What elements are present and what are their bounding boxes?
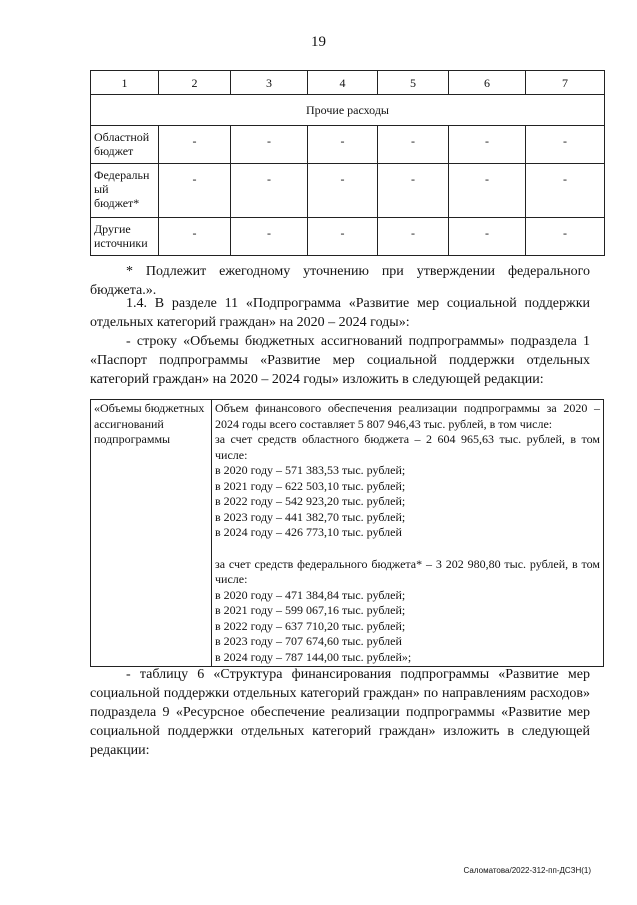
- federal-budget-text: за счет средств федерального бюджета* – 3 202 980,80 тыс. рублей, в том числе:: [215, 556, 600, 586]
- spacer: [215, 541, 600, 557]
- header-cell: 7: [526, 71, 605, 95]
- table-cell: -: [449, 164, 526, 218]
- row-label: Федеральн ый бюджет*: [91, 164, 159, 218]
- paragraph-1: 1.4. В разделе 11 «Подпрограмма «Развитие мер социальной поддержки отдельных категорий граждан» на 2020 – 2024 годы»:: [90, 296, 590, 330]
- regional-year-line: в 2024 году – 426 773,10 тыс. рублей: [215, 525, 402, 539]
- section-title: Прочие расходы: [91, 95, 605, 126]
- row-label: Областной бюджет: [91, 126, 159, 164]
- row-label: Другие источники: [91, 218, 159, 256]
- table-row: [91, 164, 605, 218]
- total-funding-text: Объем финансового обеспечения реализации подпрограммы за 2020 – 2024 годы всего составляет 5 807 946,43 тыс. рублей, в том числе:: [215, 401, 600, 431]
- footer-code: Саломатова/2022-312-пп-ДСЗН(1): [463, 866, 591, 875]
- table-cell: -: [526, 164, 605, 218]
- header-cell: 2: [159, 71, 231, 95]
- table-cell: -: [526, 218, 605, 256]
- table-cell: -: [308, 218, 378, 256]
- allocation-details: [212, 400, 604, 667]
- allocation-label: «Объемы бюджетных ассигнований подпрограммы: [91, 400, 212, 667]
- federal-year-line: в 2020 году – 471 384,84 тыс. рублей;: [215, 587, 406, 602]
- paragraph-3: - таблицу 6 «Структура финансирования подпрограммы «Развитие мер социальной поддержки отдельных категорий граждан» по направлениям расходов» подраздела 9 «Ресурсное обеспечение реализации подпрограммы «Развитие мер социальной поддержки отдельных категорий граждан» изложить в следующей редакции:: [90, 667, 590, 758]
- table-row: [91, 400, 604, 667]
- regional-year-line: в 2021 году – 622 503,10 тыс. рублей;: [215, 478, 406, 493]
- table-cell: -: [526, 126, 605, 164]
- header-cell: 6: [449, 71, 526, 95]
- regional-year-line: в 2023 году – 441 382,70 тыс. рублей;: [215, 509, 406, 524]
- table-header-row: [91, 71, 605, 95]
- regional-budget-text: за счет средств областного бюджета – 2 604 965,63 тыс. рублей, в том числе:: [215, 432, 600, 462]
- table-cell: -: [378, 164, 449, 218]
- federal-year-line: в 2021 году – 599 067,16 тыс. рублей;: [215, 603, 406, 617]
- header-cell: 4: [308, 71, 378, 95]
- page-number: 19: [311, 34, 326, 50]
- table-cell: -: [308, 126, 378, 164]
- table-cell: -: [159, 218, 231, 256]
- table-cell: -: [378, 126, 449, 164]
- federal-year-line: в 2024 году – 787 144,00 тыс. рублей»;: [215, 649, 412, 664]
- table-row: [91, 126, 605, 164]
- regional-year-line: в 2020 году – 571 383,53 тыс. рублей;: [215, 463, 406, 477]
- table-cell: -: [231, 218, 308, 256]
- table-cell: -: [308, 164, 378, 218]
- footnote: * Подлежит ежегодному уточнению при утверждении федерального бюджета.».: [90, 264, 590, 298]
- paragraph-2: - строку «Объемы бюджетных ассигнований подпрограммы» подраздела 1 «Паспорт подпрограммы «Развитие мер социальной поддержки отдельных категорий граждан» на 2020 – 2024 годы» изложить в следующей редакции:: [90, 334, 590, 387]
- budget-allocation-table: [90, 399, 604, 667]
- table-cell: -: [449, 126, 526, 164]
- table-cell: -: [231, 126, 308, 164]
- header-cell: 1: [91, 71, 159, 95]
- federal-year-line: в 2023 году – 707 674,60 тыс. рублей: [215, 634, 402, 648]
- table-cell: -: [159, 164, 231, 218]
- table-cell: -: [449, 218, 526, 256]
- federal-year-line: в 2022 году – 637 710,20 тыс. рублей;: [215, 618, 406, 633]
- regional-year-line: в 2022 году – 542 923,20 тыс. рублей;: [215, 494, 406, 508]
- table-cell: -: [378, 218, 449, 256]
- table-cell: -: [231, 164, 308, 218]
- expenses-table: [90, 70, 605, 256]
- header-cell: 5: [378, 71, 449, 95]
- table-row: [91, 218, 605, 256]
- table-cell: -: [159, 126, 231, 164]
- section-row: [91, 95, 605, 126]
- header-cell: 3: [231, 71, 308, 95]
